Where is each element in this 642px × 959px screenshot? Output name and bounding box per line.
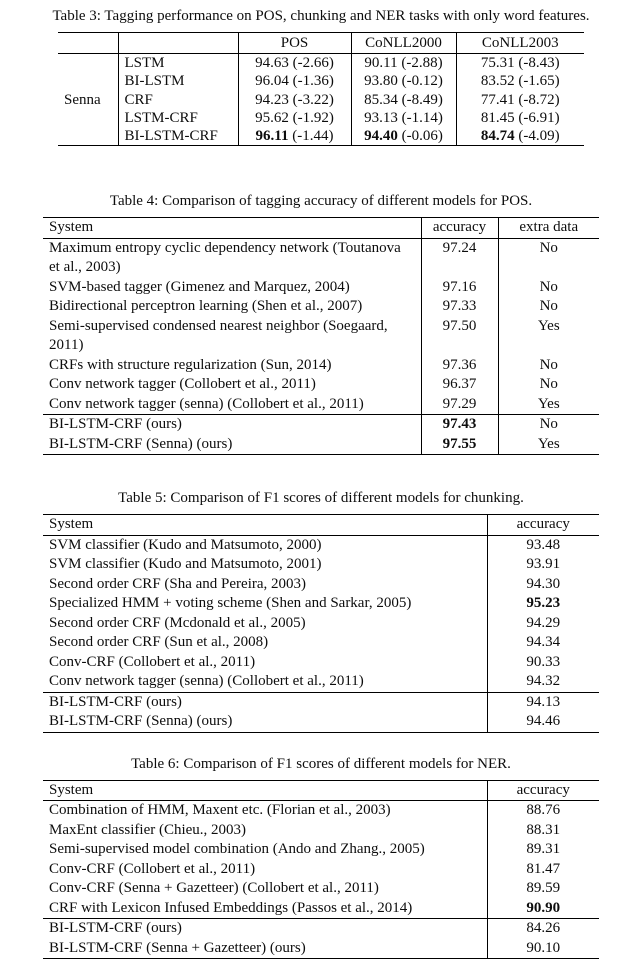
system-cell: Semi-supervised model combination (Ando and Zhang., 2005) [49,841,425,858]
score-cell: 83.52 (-1.65) [456,72,584,90]
system-cell: Conv network tagger (Collobert et al., 2011) [49,376,316,393]
table-row [43,375,599,395]
table-row [58,72,584,90]
value-cell: No [498,278,599,298]
value-cell: Yes [498,395,599,415]
value-cell: 94.29 [487,614,599,634]
system-cell: Combination of HMM, Maxent etc. (Florian et al., 2003) [49,802,391,819]
bold-value: 97.55 [442,435,477,452]
system-cell: Bidirectional perceptron learning (Shen et al., 2007) [49,298,363,315]
column-header: System [49,781,94,798]
bold-value: 97.43 [442,416,477,433]
score-cell: 96.04 (-1.36) [238,72,351,90]
system-cell: Conv network tagger (senna) (Collobert et al., 2011) [49,673,364,690]
value-cell [421,435,498,455]
value-cell: No [498,375,599,395]
table5-body [43,535,599,732]
table-row [43,278,599,298]
table-row [43,840,599,860]
table-row [43,860,599,880]
system-cell: Conv-CRF (Collobert et al., 2011) [49,860,256,877]
table-row [43,879,599,899]
system-cell: BI-LSTM-CRF (Senna) (ours) [49,435,233,452]
table-row [43,614,599,634]
column-header [118,33,238,54]
column-header: accuracy [487,780,599,801]
score-cell: 94.23 (-3.22) [238,91,351,109]
value-cell: 90.10 [487,939,599,959]
system-cell: Second order CRF (Sha and Pereira, 2003) [49,575,307,592]
table-row [43,535,599,555]
table-row [43,939,599,959]
table5-section [0,489,642,733]
table-row [43,653,599,673]
value-cell: 96.37 [421,375,498,395]
table3-caption: Table 3: Tagging performance on POS, chunking and NER tasks with only word features. [52,8,590,24]
table4-body [43,238,599,455]
value-cell: 88.76 [487,801,599,821]
system-cell: BI-LSTM-CRF (ours) [49,693,182,710]
table-row [58,109,584,127]
score-cell: 93.13 (-1.14) [351,109,456,127]
table6-section [0,755,642,959]
value-cell: Yes [498,435,599,455]
table-row [43,899,599,919]
value-cell: 90.33 [487,653,599,673]
column-header: System [49,516,94,533]
table-row [43,317,599,356]
table-row [43,801,599,821]
system-cell: MaxEnt classifier (Chieu., 2003) [49,821,247,838]
system-cell: BI-LSTM-CRF (ours) [49,416,182,433]
column-header: accuracy [487,515,599,536]
column-header: POS [238,33,351,54]
score-cell: 90.11 (-2.88) [351,54,456,73]
score-cell: 81.45 (-6.91) [456,109,584,127]
score-cell: 94.63 (-2.66) [238,54,351,73]
value-cell: 97.24 [421,238,498,278]
value-cell: 84.26 [487,919,599,939]
system-cell: Conv network tagger (senna) (Collobert et al., 2011) [49,395,364,412]
system-cell: SVM classifier (Kudo and Matsumoto, 2001) [49,556,322,573]
table6-body [43,801,599,959]
bold-value: 95.23 [526,595,561,612]
column-header: accuracy [421,218,498,239]
bold-value: 84.74 [480,127,515,144]
column-header: System [49,219,94,236]
system-cell: Maximum entropy cyclic dependency network (Toutanova et al., 2003) [49,239,401,276]
value-cell: 89.59 [487,879,599,899]
value-cell: 97.29 [421,395,498,415]
system-cell: Conv-CRF (Collobert et al., 2011) [49,653,256,670]
table-row [43,633,599,653]
value-cell: 97.36 [421,356,498,376]
system-cell: Conv-CRF (Senna + Gazetteer) (Collobert et al., 2011) [49,880,379,897]
table6-caption: Table 6: Comparison of F1 scores of different models for NER. [131,755,511,772]
table3-head-row [58,33,584,54]
table-row [43,919,599,939]
row-group-label: Senna [64,91,101,108]
column-header: CoNLL2000 [351,33,456,54]
table-row [43,575,599,595]
value-cell: 93.48 [487,535,599,555]
value-cell: 81.47 [487,860,599,880]
value-cell [487,594,599,614]
column-header [58,33,118,54]
value-cell: No [498,297,599,317]
table-row [43,356,599,376]
model-name-cell: BI-LSTM [118,72,238,90]
value-cell: 97.50 [421,317,498,356]
value-cell: Yes [498,317,599,356]
column-header: extra data [498,218,599,239]
score-cell: 75.31 (-8.43) [456,54,584,73]
table4 [43,217,599,455]
value-cell: 97.33 [421,297,498,317]
column-header: CoNLL2003 [456,33,584,54]
table-row [58,91,584,109]
value-cell [487,899,599,919]
table5-caption: Table 5: Comparison of F1 scores of different models for chunking. [118,490,524,507]
table5 [43,514,599,733]
system-cell: Second order CRF (Mcdonald et al., 2005) [49,614,306,631]
table4-section [0,192,642,455]
model-name-cell: LSTM [118,54,238,73]
table-row [58,127,584,146]
system-cell: Specialized HMM + voting scheme (Shen and Sarkar, 2005) [49,595,412,612]
system-cell: Second order CRF (Sun et al., 2008) [49,634,269,651]
table-row [43,395,599,415]
table-row [43,415,599,435]
table-row [43,692,599,712]
bold-value: 94.40 [364,127,398,144]
bold-value: 90.90 [526,899,561,916]
table4-caption: Table 4: Comparison of tagging accuracy of different models for POS. [109,193,533,210]
value-cell [421,415,498,435]
table5-head-row [43,515,599,536]
table-row [43,712,599,732]
table-row [43,555,599,575]
table-row [43,594,599,614]
system-cell: Semi-supervised condensed nearest neighbor (Soegaard, 2011) [49,317,388,354]
system-cell: SVM-based tagger (Gimenez and Marquez, 2004) [49,278,350,295]
system-cell: BI-LSTM-CRF (Senna + Gazetteer) (ours) [49,939,306,956]
value-cell: 93.91 [487,555,599,575]
value-cell: 94.13 [487,692,599,712]
score-cell: 94.40 (-0.06) [351,127,456,146]
table3-section [0,7,642,146]
table-row [43,821,599,841]
system-cell: BI-LSTM-CRF (ours) [49,920,182,937]
value-cell: 94.46 [487,712,599,732]
table6 [43,780,599,959]
bold-value: 96.11 [255,127,289,144]
value-cell: No [498,238,599,278]
score-cell: 77.41 (-8.72) [456,91,584,109]
model-name-cell: CRF [118,91,238,109]
table-row [43,297,599,317]
system-cell: CRFs with structure regularization (Sun, 2014) [49,356,332,373]
model-name-cell: BI-LSTM-CRF [118,127,238,146]
system-cell: CRF with Lexicon Infused Embeddings (Passos et al., 2014) [49,899,413,916]
table-row [58,54,584,73]
table6-head-row [43,780,599,801]
table3 [58,32,584,146]
score-cell: 93.80 (-0.12) [351,72,456,90]
value-cell: 89.31 [487,840,599,860]
value-cell: 94.34 [487,633,599,653]
value-cell: 88.31 [487,821,599,841]
value-cell: 94.32 [487,672,599,692]
table-row [43,435,599,455]
value-cell: 94.30 [487,575,599,595]
score-cell: 84.74 (-4.09) [456,127,584,146]
table-row [43,672,599,692]
value-cell: No [498,415,599,435]
system-cell: SVM classifier (Kudo and Matsumoto, 2000) [49,536,322,553]
table-row [43,238,599,278]
table3-body [58,54,584,146]
value-cell: 97.16 [421,278,498,298]
system-cell: BI-LSTM-CRF (Senna) (ours) [49,713,233,730]
table4-head-row [43,218,599,239]
value-cell: No [498,356,599,376]
model-name-cell: LSTM-CRF [118,109,238,127]
score-cell: 95.62 (-1.92) [238,109,351,127]
score-cell: 85.34 (-8.49) [351,91,456,109]
score-cell: 96.11 (-1.44) [238,127,351,146]
